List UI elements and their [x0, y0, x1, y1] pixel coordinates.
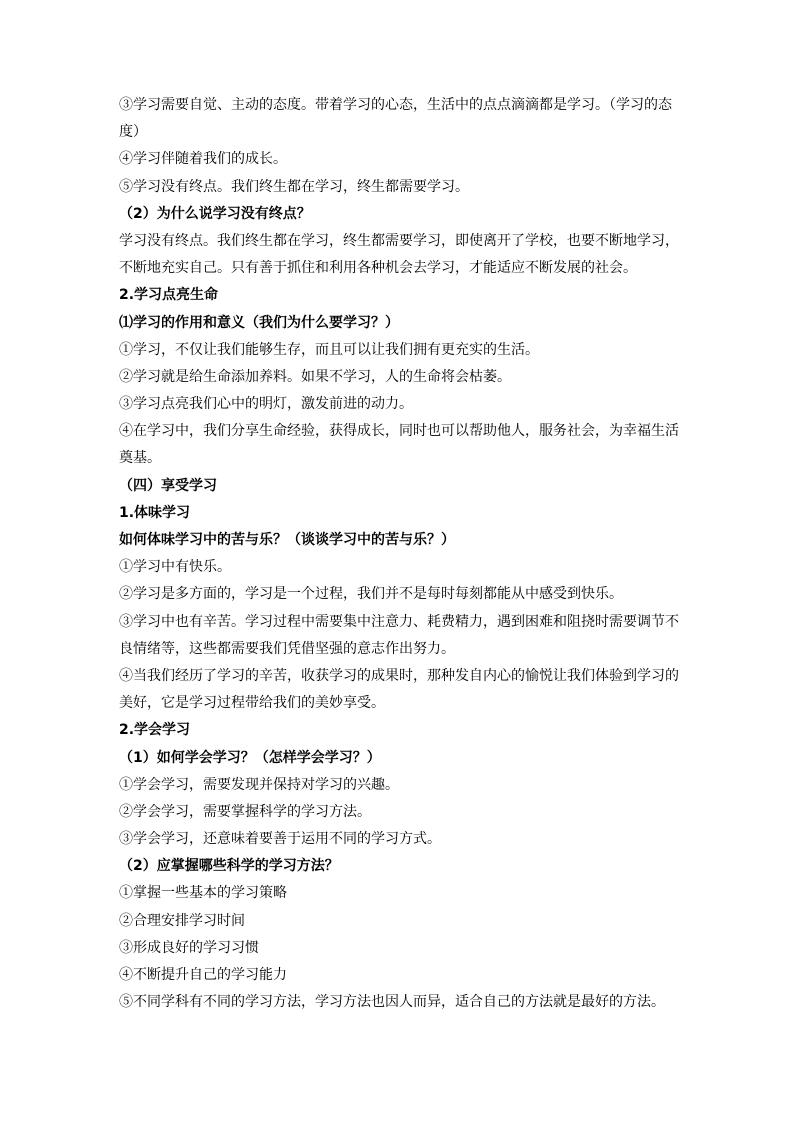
text-line: ③学习点亮我们心中的明灯，激发前进的动力。: [119, 396, 413, 413]
text-line: ⑤学习没有终点。我们终生都在学习，终生都需要学习。: [119, 178, 469, 195]
text-line: ②学习是多方面的，学习是一个过程，我们并不是每时每刻都能从中感受到快乐。: [119, 586, 623, 603]
text-line: ④不断提升自己的学习能力: [119, 967, 287, 983]
text-line: 良情绪等，这些都需要我们凭借坚强的意志作出努力。: [119, 640, 455, 657]
text-line: ⑤不同学科有不同的学习方法，学习方法也因人而异，适合自己的方法就是最好的方法。: [119, 994, 665, 1011]
section-heading: ⑴学习的作用和意义（我们为什么要学习？）: [119, 314, 399, 331]
text-line: ④当我们经历了学习的辛苦，收获学习的成果时，那种发自内心的愉悦让我们体验到学习的: [119, 667, 679, 684]
text-line: ①学习中有快乐。: [119, 559, 231, 576]
text-line: ③形成良好的学习习惯: [119, 939, 259, 956]
text-line: ②合理安排学习时间: [119, 912, 245, 929]
text-line: ①学习，不仅让我们能够生存，而且可以让我们拥有更充实的生活。: [119, 341, 539, 358]
section-heading: 2.学会学习: [119, 722, 191, 739]
text-line: ④学习伴随着我们的成长。: [119, 151, 287, 168]
text-line: 奠基。: [119, 450, 161, 467]
text-line: ②学会学习，需要掌握科学的学习方法。: [119, 803, 371, 820]
section-heading: （1）如何学会学习？（怎样学会学习？）: [119, 749, 381, 766]
text-line: 学习没有终点。我们终生都在学习，终生都需要学习，即使离开了学校，也要不断地学习，: [119, 232, 679, 249]
text-line: 度）: [119, 124, 147, 141]
section-heading: 1.体味学习: [119, 504, 191, 521]
text-line: 不断地充实自己。只有善于抓住和利用各种机会去学习，才能适应不断发展的社会。: [119, 260, 637, 277]
document-page: [119, 92, 679, 1016]
section-heading: （四）享受学习: [119, 477, 217, 494]
text-line: ③学会学习，还意味着要善于运用不同的学习方式。: [119, 831, 441, 848]
section-heading: 如何体味学习中的苦与乐？（谈谈学习中的苦与乐？）: [119, 532, 455, 548]
section-heading: （2）应掌握哪些科学的学习方法？: [119, 858, 339, 875]
text-line: ②学习就是给生命添加养料。如果不学习，人的生命将会枯萎。: [119, 368, 511, 385]
text-line: 美好，它是学习过程带给我们的美妙享受。: [119, 695, 385, 712]
text-line: ①掌握一些基本的学习策略: [119, 885, 287, 902]
text-line: ③学习中也有辛苦。学习过程中需要集中注意力、耗费精力，遇到困难和阻挠时需要调节不: [119, 613, 679, 630]
text-line: ③学习需要自觉、主动的态度。带着学习的心态，生活中的点点滴滴都是学习。（学习的态: [119, 97, 672, 113]
text-line: ④在学习中，我们分享生命经验，获得成长，同时也可以帮助他人，服务社会，为幸福生活: [119, 423, 679, 440]
section-heading: （2）为什么说学习没有终点？: [119, 205, 311, 222]
text-line: ①学会学习，需要发现并保持对学习的兴趣。: [119, 776, 399, 793]
section-heading: 2.学习点亮生命: [119, 287, 219, 304]
